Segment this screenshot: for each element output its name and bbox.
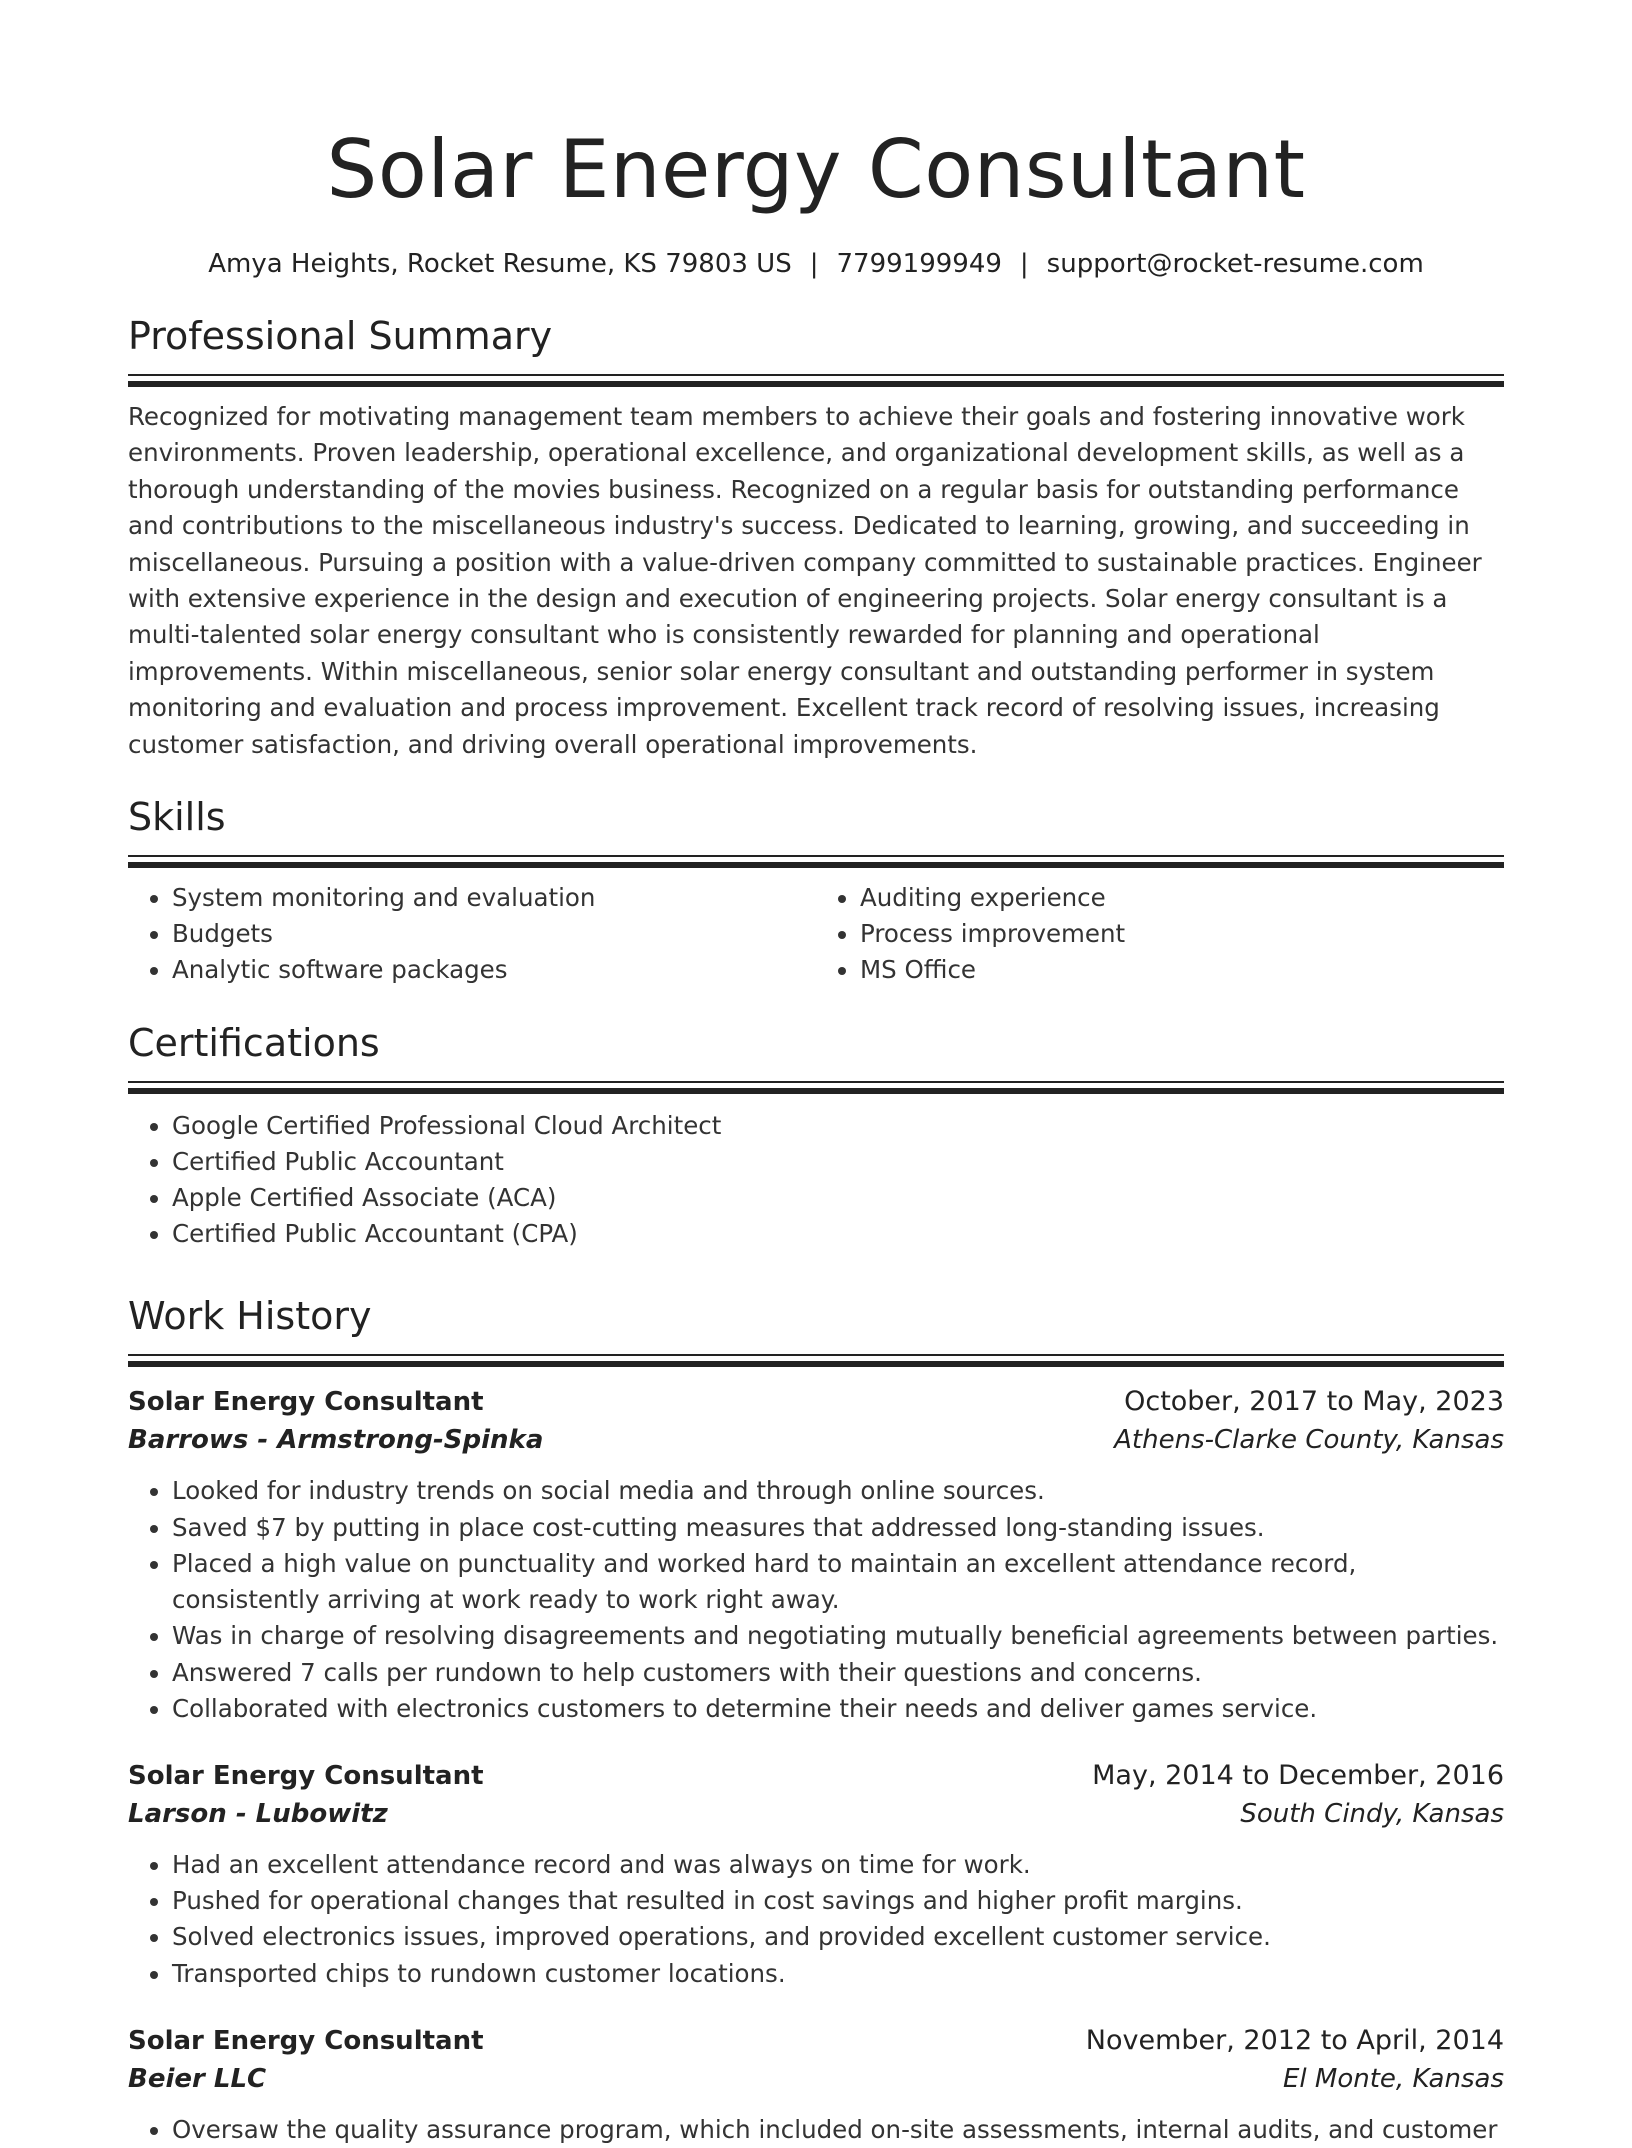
skill-item: • Budgets — [172, 916, 816, 952]
skill-item: • System monitoring and evaluation — [172, 880, 816, 916]
section-summary — [128, 312, 1504, 763]
section-certifications — [128, 1019, 1504, 1253]
job-bullet: • Oversaw the quality assurance program, which included on-site assessments, internal audits, and customer — [172, 2112, 1504, 2148]
job-bullets — [128, 2112, 1504, 2148]
job-subheader — [128, 2060, 1504, 2098]
job-header — [128, 1383, 1504, 1421]
certification-item: • Google Certified Professional Cloud Architect — [172, 1108, 1504, 1144]
section-skills — [128, 793, 1504, 989]
job-bullet: • Looked for industry trends on social media and through online sources. — [172, 1473, 1504, 1509]
contact-phone: 7799199949 — [836, 249, 1002, 279]
job-company: Larson - Lubowitz — [128, 1798, 388, 1829]
job-bullet: • Answered 7 calls per rundown to help customers with their questions and concerns. — [172, 1655, 1504, 1691]
job-header — [128, 2022, 1504, 2060]
skill-item: • MS Office — [860, 952, 1504, 988]
job-title: Solar Energy Consultant — [128, 1760, 484, 1791]
certification-item: • Certified Public Accountant (CPA) — [172, 1216, 1504, 1252]
section-divider — [128, 1354, 1504, 1367]
job-dates: November, 2012 to April, 2014 — [1085, 2024, 1504, 2056]
summary-text: Recognized for motivating management team members to achieve their goals and fostering innovative work environments. Proven leadership, operational excellence, and organizational development skills, as well as a thorough understanding of the movies business. Recognized on a regular basis for outstanding performance and contributions to the miscellaneous industry's success. Dedicated to learning, growing, and succeeding in miscellaneous. Pursuing a position with a value-driven company committed to sustainable practices. Engineer with extensive experience in the design and execution of engineering projects. Solar energy consultant is a multi-talented solar energy consultant who is consistently rewarded for planning and operational improvements. Within miscellaneous, senior solar energy consultant and outstanding performer in system monitoring and evaluation and process improvement. Excellent track record of resolving issues, increasing customer satisfaction, and driving overall operational improvements. — [128, 402, 1482, 759]
job-bullet: • Pushed for operational changes that resulted in cost savings and higher profit margins. — [172, 1883, 1504, 1919]
job-bullet: • Transported chips to rundown customer locations. — [172, 1956, 1504, 1992]
skills-list-left — [128, 880, 816, 989]
section-divider — [128, 374, 1504, 387]
job-bullets — [128, 1473, 1504, 1726]
job-dates: October, 2017 to May, 2023 — [1124, 1386, 1504, 1418]
contact-separator: | — [809, 249, 819, 279]
job-bullet: • Was in charge of resolving disagreements and negotiating mutually beneficial agreements between parties. — [172, 1618, 1504, 1654]
job-bullet: • Placed a high value on punctuality and worked hard to maintain an excellent attendance record, consistently arriving at work ready to work right away. — [172, 1546, 1504, 1618]
job-company: Barrows - Armstrong-Spinka — [128, 1425, 544, 1456]
contact-email: support@rocket-resume.com — [1046, 249, 1424, 279]
job-entry — [128, 1757, 1504, 1992]
job-title: Solar Energy Consultant — [128, 2025, 484, 2056]
job-subheader — [128, 1421, 1504, 1459]
job-bullet: • Had an excellent attendance record and was always on time for work. — [172, 1847, 1504, 1883]
certification-item: • Certified Public Accountant — [172, 1144, 1504, 1180]
job-dates: May, 2014 to December, 2016 — [1092, 1759, 1504, 1791]
certification-item: • Apple Certified Associate (ACA) — [172, 1180, 1504, 1216]
section-title-skills: Skills — [128, 795, 226, 840]
section-title-work-history: Work History — [128, 1294, 372, 1339]
job-entry — [128, 1383, 1504, 1726]
contact-line — [128, 246, 1504, 282]
job-location: South Cindy, Kansas — [1240, 1798, 1504, 1829]
section-divider — [128, 855, 1504, 868]
job-subheader — [128, 1795, 1504, 1833]
job-bullet: • Collaborated with electronics customers to determine their needs and deliver games service. — [172, 1691, 1504, 1727]
skills-list-right — [816, 880, 1504, 989]
job-bullet: • Saved $7 by putting in place cost-cutting measures that addressed long-standing issues. — [172, 1510, 1504, 1546]
skill-item: • Analytic software packages — [172, 952, 816, 988]
contact-address: Amya Heights, Rocket Resume, KS 79803 US — [208, 249, 792, 279]
section-title-summary: Professional Summary — [128, 314, 553, 358]
resume-name: Solar Energy Consultant — [326, 123, 1306, 216]
skill-item: • Auditing experience — [860, 880, 1504, 916]
job-location: El Monte, Kansas — [1282, 2063, 1504, 2094]
section-work-history — [128, 1292, 1504, 2147]
job-company: Beier LLC — [128, 2063, 267, 2094]
job-bullet: • Solved electronics issues, improved operations, and provided excellent customer service. — [172, 1919, 1504, 1955]
skills-columns — [128, 880, 1504, 989]
skill-item: • Process improvement — [860, 916, 1504, 952]
job-location: Athens-Clarke County, Kansas — [1114, 1425, 1504, 1456]
section-divider — [128, 1081, 1504, 1094]
job-title: Solar Energy Consultant — [128, 1387, 484, 1418]
job-entry — [128, 2022, 1504, 2148]
contact-separator: | — [1019, 249, 1029, 279]
job-bullets — [128, 1847, 1504, 1992]
certifications-list — [128, 1108, 1504, 1253]
job-header — [128, 1757, 1504, 1795]
section-title-certifications: Certifications — [128, 1020, 380, 1065]
